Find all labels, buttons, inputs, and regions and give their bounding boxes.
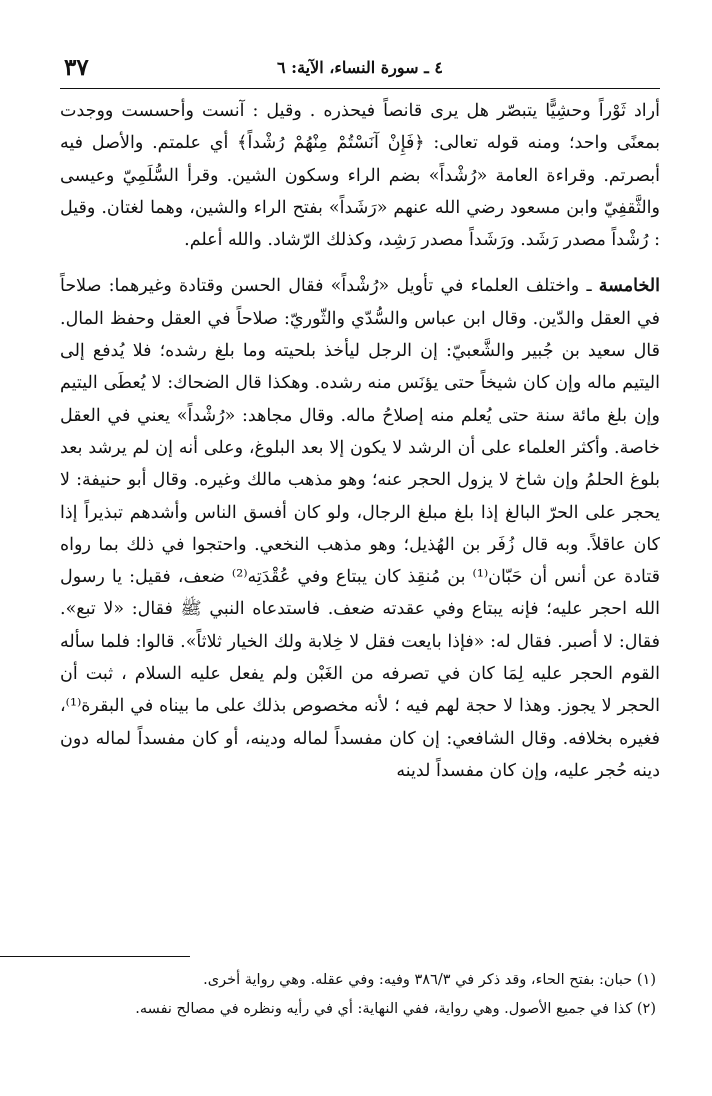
paragraph <box>60 95 660 256</box>
body-text <box>60 95 660 787</box>
page <box>60 54 660 787</box>
footnotes <box>60 966 660 1024</box>
paragraph-text: أراد ثَوْراً وحشِيًّا يتبصّر هل يرى قانصاً فيحذره . وقيل : آنست وأحسست ووجدت بمعنًى واحد؛ ومنه قوله تعالى: ﴿فَإِنْ آنَسْتُمْ مِنْهُمْ رُشْداً﴾ أي علمتم. والأصل فيه أبصرتم. وقراءة العامة «رُشْداً» بضم الراء وسكون الشين. وقرأ السُّلَمِيّ وعيسى والثَّقفِيّ وابن مسعود رضي الله عنهم «رَشَداً» بفتح الراء والشين، وهما لغتان. وقيل : رُشْداً مصدر رَشَد. ورَشَداً مصدر رَشِد، وكذلك الرّشاد. والله أعلم. <box>60 101 660 251</box>
paragraph-lead: الخامسة <box>598 276 660 297</box>
footnote-separator <box>0 956 190 957</box>
footnote: (١) حبان: بفتح الحاء، وقد ذكر في ٣٨٦/٣ وفيه: وفي عقله. وهي رواية أخرى. <box>203 972 656 988</box>
page-header <box>60 54 660 89</box>
running-title: ٤ ـ سورة النساء، الآية: ٦ <box>277 58 443 77</box>
footnote: (٢) كذا في جميع الأصول. وهي رواية، ففي النهاية: أي في رأيه ونظره في مصالح نفسه. <box>135 1001 656 1017</box>
page-number: ٣٧ <box>64 54 89 81</box>
paragraph-text: ـ واختلف العلماء في تأويل «رُشْداً» فقال الحسن وقتادة وغيرهما: صلاحاً في العقل والدّين. وقال ابن عباس والسُّدّي والثّوريّ: صلاحاً في العقل وحفظ المال. قال سعيد بن جُبير والشَّعبيّ: إن الرجل ليأخذ بلحيته وما بلغ رشده؛ فلا يُدفع إلى اليتيم ماله وإن كان شيخاً حتى يؤنَس منه رشده. وهكذا قال الضحاك: لا يُعطَى اليتيم وإن بلغ مائة سنة حتى يُعلم منه إصلاحُ ماله. وقال مجاهد: «رُشْداً» يعني في العقل خاصة. وأكثر العلماء على أن الرشد لا يكون إلا بعد البلوغ، وعلى أنه إن لم يرشد بعد بلوغ الحلمُ وإن شاخ لا يزول الحجر عنه؛ وهو مذهب مالك وغيره. وقال أبو حنيفة: لا يحجر على الحرّ البالغ إذا بلغ مبلغ الرجال، ولو كان أفسق الناس وأشدهم تبذيراً إذا كان عاقلاً. وبه قال زُفَر بن الهُذيل؛ وهو مذهب النخعي. واحتجوا في ذلك بما رواه قتادة عن أنس أن حَبّان⁽¹⁾ بن مُنقِذ كان يبتاع وفي عُقْدَتِه⁽²⁾ ضعف، فقيل: يا رسول الله احجر عليه؛ فإنه يبتاع وفي عقدته ضعف. فاستدعاه النبي ﷺ فقال: «لا تبع». فقال: لا أصبر. فقال له: «فإذا بايعت فقل لا خِلابة ولك الخيار ثلاثاً». قالوا: فلما سأله القوم الحجر عليه لِمَا كان في تصرفه من الغَبْن ولم يفعل عليه السلام ، ثبت أن الحجر لا يجوز. وهذا لا حجة لهم فيه ؛ لأنه مخصوص بذلك على ما بيناه في البقرة⁽¹⁾، فغيره بخلافه. وقال الشافعي: إن كان مفسداً لماله ودينه، أو كان مفسداً لماله دون دينه حُجر عليه، وإن كان مفسداً لدينه <box>60 276 661 781</box>
paragraph <box>60 270 660 787</box>
